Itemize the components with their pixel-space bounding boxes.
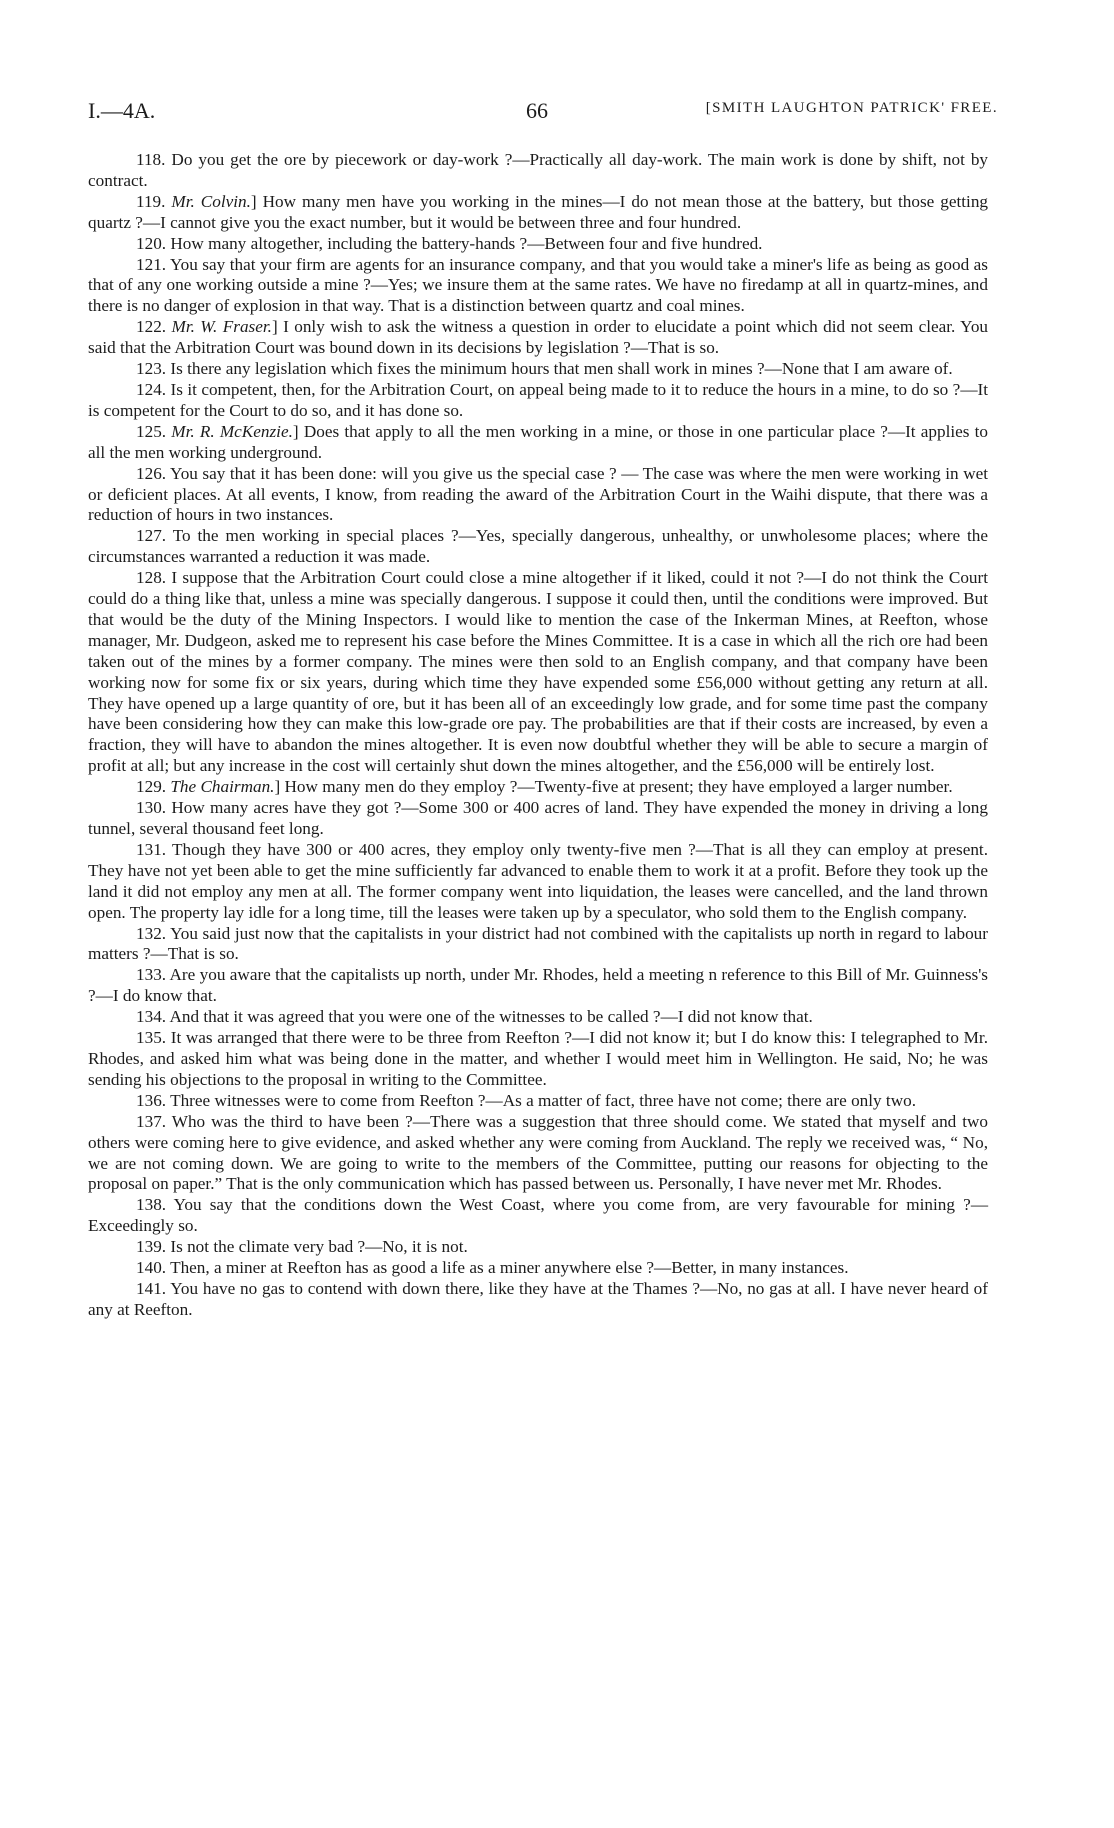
question-number: 134.	[136, 1007, 167, 1027]
question-text: You say that it has been done: will you give us the special case ?	[170, 463, 617, 483]
answer-text: —That is so.	[630, 338, 720, 358]
question-text: How many men have you working in the mines—I do not mean those at the battery, but those getting quartz ?	[88, 191, 989, 232]
question-text: You have no gas to contend with down there, like they have at the Thames ?	[170, 1278, 700, 1298]
answer-text: —No, it is not.	[365, 1237, 468, 1257]
question-number: 128.	[136, 568, 167, 588]
speaker-name: Mr. W. Fraser.	[171, 317, 272, 337]
page-header	[88, 98, 998, 132]
testimony-paragraph	[88, 1258, 988, 1279]
question-text: Three witnesses were to come from Reefton ?	[170, 1090, 486, 1110]
paper-reference: I.—4A.	[88, 98, 156, 123]
answer-text: —That is so.	[150, 944, 239, 964]
question-text: Then, a miner at Reefton has as good a life as a miner anywhere else ?	[170, 1258, 654, 1278]
question-text: Is there any legislation which fixes the minimum hours that men shall work in mines ?	[170, 359, 765, 379]
testimony-paragraph	[88, 965, 988, 1007]
testimony-paragraph	[88, 317, 988, 359]
question-text: Who was the third to have been ?	[171, 1111, 413, 1131]
testimony-body	[88, 150, 988, 1321]
question-text: I suppose that the Arbitration Court could close a mine altogether if it liked, could it not ?	[171, 568, 805, 588]
page-number: 66	[526, 98, 548, 123]
testimony-paragraph	[88, 1195, 988, 1237]
answer-text: —No, no gas at all. I have never heard of any at Reefton.	[88, 1278, 988, 1319]
answer-text: —Between four and five hundred.	[527, 233, 763, 253]
answer-text: —That is all they can employ at present. They have not yet been able to get the mine sufficiently far advanced to enable them to work it at a profit. Before they took up the land it did not employ any men at all. The former company went into liquidation, the leases were cancelled, and the land thrown open. The property lay idle for a long time, till the leases were taken up by a speculator, who sold them to the English company.	[88, 839, 988, 922]
testimony-paragraph	[88, 359, 988, 380]
question-number: 140.	[136, 1258, 167, 1278]
question-text: To the men working in special places ?	[172, 526, 459, 546]
question-text: Is not the climate very bad ?	[170, 1237, 366, 1257]
question-number: 118.	[136, 150, 166, 169]
answer-text: —There was a suggestion that three should come. We stated that myself and two others were coming here to give evidence, and asked whether any were coming from Auckland. The reply we received was, “ No, we are not coming down. We are going to write to the members of the Committee, putting our reasons for objecting to the proposal on paper.” That is the only communication which has passed between us. Personally, I have never met Mr. Rhodes.	[88, 1111, 988, 1194]
question-number: 123.	[136, 359, 167, 379]
question-text: How many men do they employ ?	[284, 777, 518, 797]
question-number: 136.	[136, 1090, 167, 1110]
testimony-paragraph	[88, 234, 988, 255]
testimony-paragraph	[88, 1112, 988, 1196]
witness-names: [SMITH LAUGHTON PATRICK' FREE.	[705, 100, 998, 116]
testimony-paragraph	[88, 1028, 988, 1091]
answer-text: —It is competent for the Court to do so, and it has done so.	[88, 379, 988, 420]
answer-text: —As a matter of fact, three have not come; there are only two.	[485, 1090, 917, 1110]
question-text: Is it competent, then, for the Arbitration Court, on appeal being made to it to reduce the hours in a mine, to do so ?	[170, 379, 961, 399]
question-text: Are you aware that the capitalists up north, under Mr. Rhodes, held a meeting n reference to this Bill of Mr. Guinness's ?	[88, 965, 988, 1006]
testimony-paragraph	[88, 840, 988, 924]
answer-text: —It applies to all the men working underground.	[88, 421, 989, 462]
question-number: 130.	[136, 798, 167, 818]
speaker-name: The Chairman.	[170, 777, 275, 797]
question-text: Though they have 300 or 400 acres, they employ only twenty-five men ?	[172, 839, 696, 859]
answer-text: —I do know that.	[95, 986, 217, 1006]
speaker-bracket: ]	[292, 421, 299, 441]
answer-text: — The case was where the men were working in wet or deficient places. At all events, I know, from reading the award of the Arbitration Court in the Waihi dispute, that there was a reduction of hours in two instances.	[88, 463, 989, 525]
testimony-paragraph	[88, 150, 988, 192]
speaker-bracket: ]	[250, 191, 257, 211]
question-number: 137.	[136, 1111, 167, 1131]
answer-text: —Exceedingly so.	[88, 1195, 988, 1236]
testimony-paragraph	[88, 464, 988, 527]
testimony-paragraph	[88, 924, 988, 966]
question-number: 141.	[136, 1278, 167, 1298]
speaker-bracket: ]	[271, 317, 278, 337]
answer-text: —I did not know that.	[660, 1007, 813, 1027]
question-text: You say that your firm are agents for an insurance company, and that you would take a miner's life as being as good as that of any one working outside a mine ?	[88, 254, 988, 295]
question-text: How many acres have they got ?	[171, 798, 402, 818]
question-text: Do you get the ore by piecework or day-work ?	[171, 150, 513, 169]
speaker-name: Mr. R. McKenzie.	[171, 421, 293, 441]
question-text: It was arranged that there were to be three from Reefton ?	[170, 1028, 573, 1048]
question-number: 124.	[136, 379, 167, 399]
question-text: You said just now that the capitalists in your district had not combined with the capitalists up north in regard to labour matters ?	[88, 923, 988, 964]
question-number: 131.	[136, 839, 167, 859]
question-text: You say that the conditions down the West Coast, where you come from, are very favourable for mining ?	[173, 1195, 971, 1215]
question-number: 139.	[136, 1237, 167, 1257]
testimony-paragraph	[88, 1007, 988, 1028]
question-text: How many altogether, including the battery-hands ?	[170, 233, 528, 253]
testimony-paragraph	[88, 568, 988, 777]
speaker-name: Mr. Colvin.	[171, 191, 251, 211]
question-number: 132.	[136, 923, 167, 943]
question-number: 133.	[136, 965, 167, 985]
question-number: 138.	[136, 1195, 167, 1215]
question-number: 119.	[136, 191, 166, 211]
answer-text: —Some 300 or 400 acres of land. They have expended the money in driving a long tunnel, several thousand feet long.	[88, 798, 988, 838]
testimony-paragraph	[88, 777, 988, 798]
question-number: 129.	[136, 777, 167, 797]
question-number: 121.	[136, 254, 167, 274]
testimony-paragraph	[88, 255, 988, 318]
question-number: 127.	[136, 526, 167, 546]
testimony-paragraph	[88, 1091, 988, 1112]
answer-text: —Yes, specially dangerous, unhealthy, or unwholesome places; where the circumstances warranted a reduction it was made.	[88, 526, 988, 567]
testimony-paragraph	[88, 1279, 988, 1321]
answer-text: —Better, in many instances.	[654, 1258, 849, 1278]
answer-text: —Practically all day-work. The main work is done by shift, not by contract.	[88, 150, 989, 190]
question-text: I only wish to ask the witness a question in order to elucidate a point which did not seem clear. You said that the Arbitration Court was bound down in its decisions by legislation ?	[88, 317, 989, 358]
question-number: 120.	[136, 233, 167, 253]
answer-text: —Twenty-five at present; they have employed a larger number.	[517, 777, 953, 797]
testimony-paragraph	[88, 422, 988, 464]
question-number: 126.	[136, 463, 167, 483]
testimony-paragraph	[88, 192, 988, 234]
testimony-paragraph	[88, 380, 988, 422]
answer-text: —Yes; we insure them at the same rates. We have no firedamp at all in quartz-mines, and there is no danger of explosion in that way. That is a distinction between quartz and coal mines.	[88, 275, 988, 316]
question-text: Does that apply to all the men working in a mine, or those in one particular place ?	[303, 421, 888, 441]
answer-text: —None that I am aware of.	[764, 359, 953, 379]
answer-text: —I did not know it; but I do know this: I telegraphed to Mr. Rhodes, and asked him what was being done in the matter, and whether I would meet him in Wellington. He said, No; he was sending his objections to the proposal in writing to the Committee.	[88, 1028, 988, 1089]
question-number: 135.	[136, 1028, 167, 1048]
question-number: 122.	[136, 317, 167, 337]
answer-text: —I cannot give you the exact number, but it would be between three and four hundred.	[142, 212, 742, 232]
question-number: 125.	[136, 421, 167, 441]
answer-text: —I do not think the Court could do a thing like that, unless a mine was specially dangerous. I suppose it could then, until the conditions were improved. But that would be the duty of the Mining Inspectors. I would like to mention the case of the Inkerman Mines, at Reefton, whose manager, Mr. Dudgeon, asked me to represent his case before the Mines Committee. It is a case in which all the rich ore had been taken out of the mines by a former company. The mines were then sold to an English company, and that company have been working now for some fix or six years, during which time they have expended some £56,000 without getting any return at all. They have opened up a large quantity of ore, but it has been all of an exceedingly low grade, and for some time past the company have been considering how they can make this low-grade ore pay. The probabilities are that if their costs are increased, by even a fraction, they will have to abandon the mines altogether. It is even now doubtful whether they will be able to secure a margin of profit at all; but any increase in the cost will certainly shut down the mines altogether, and the £56,000 will be entirely lost.	[88, 568, 989, 776]
testimony-paragraph	[88, 798, 988, 840]
speaker-bracket: ]	[274, 777, 281, 797]
question-text: And that it was agreed that you were one of the witnesses to be called ?	[169, 1007, 661, 1027]
testimony-paragraph	[88, 1237, 988, 1258]
testimony-paragraph	[88, 526, 988, 568]
